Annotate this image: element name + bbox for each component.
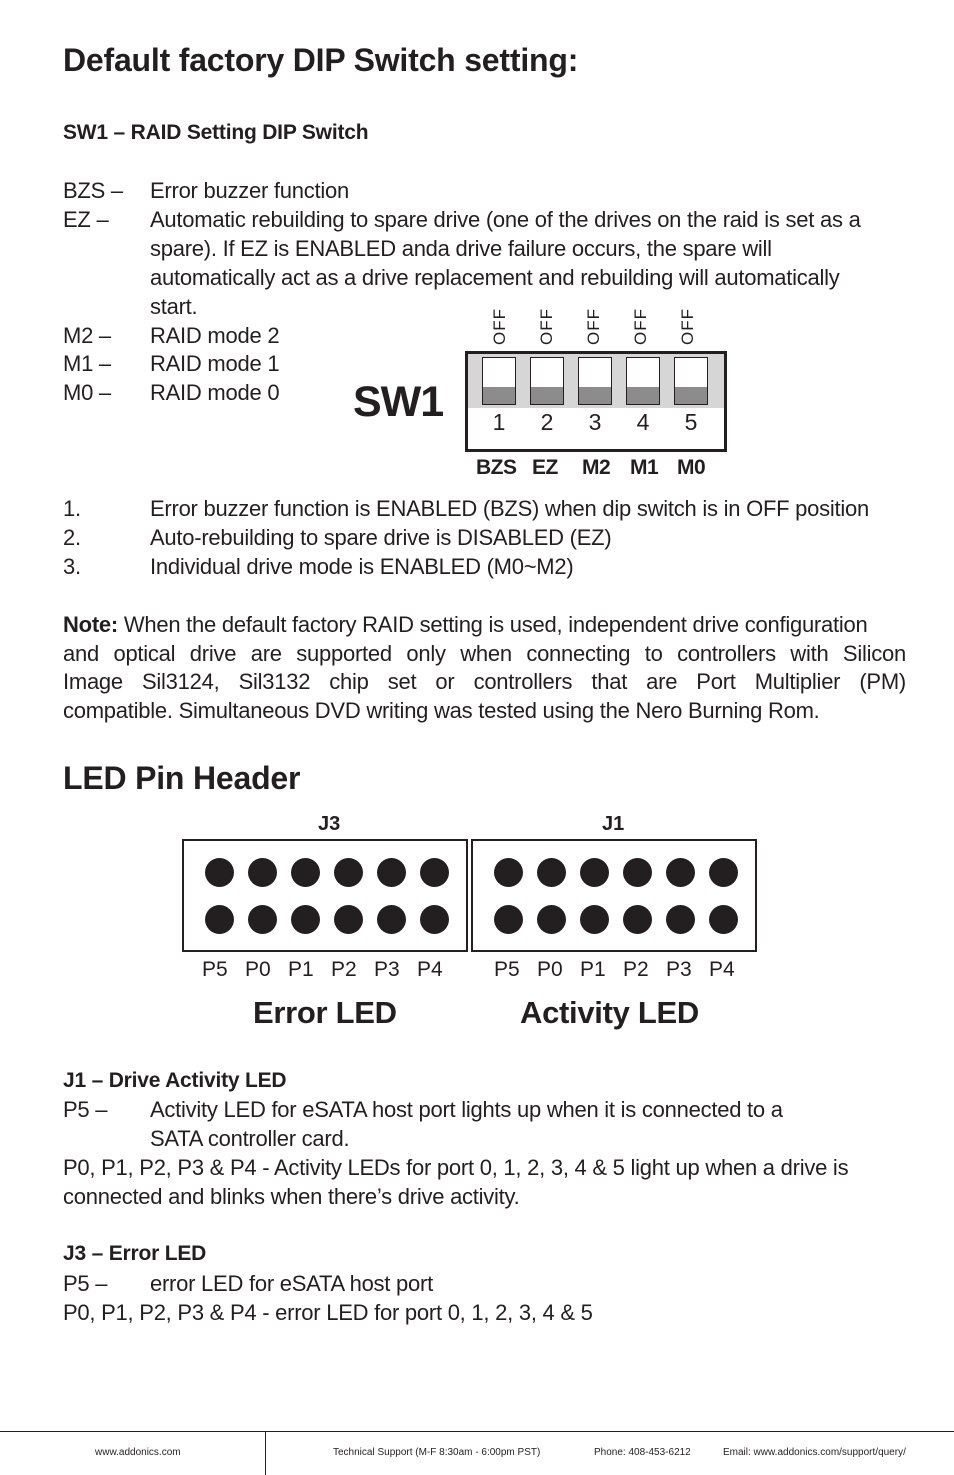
header-j1-title: J1 bbox=[602, 813, 625, 835]
pin bbox=[248, 858, 277, 887]
pin bbox=[623, 905, 652, 934]
footer-email[interactable]: Email: www.addonics.com/support/query/ bbox=[723, 1447, 906, 1458]
off-label: OFF bbox=[490, 308, 509, 345]
page-title: Default factory DIP Switch setting: bbox=[63, 42, 579, 78]
sw1-label: SW1 bbox=[353, 378, 444, 426]
j1-rest-line: P0, P1, P2, P3 & P4 - Activity LEDs for port 0, 1, 2, 3, 4 & 5 light up when a drive is bbox=[63, 1155, 849, 1180]
note-line-1 bbox=[63, 612, 906, 638]
dip-toggle-3 bbox=[578, 357, 612, 405]
pin bbox=[334, 905, 363, 934]
pin-label: P1 bbox=[288, 958, 314, 981]
pin-label: P0 bbox=[245, 958, 271, 981]
footer-phone: Phone: 408-453-6212 bbox=[594, 1447, 691, 1458]
def-key-m2: M2 – bbox=[63, 323, 111, 348]
def-text-ez-line: spare). If EZ is ENABLED anda drive failure occurs, the spare will bbox=[150, 236, 772, 261]
pin-label: P5 bbox=[494, 958, 520, 981]
footer-separator bbox=[265, 1432, 266, 1475]
def-text-ez-line: Automatic rebuilding to spare drive (one of the drives on the raid is set as a bbox=[150, 207, 861, 232]
dip-name: BZS bbox=[476, 456, 517, 479]
dip-name: EZ bbox=[532, 456, 558, 479]
header-j3-title: J3 bbox=[318, 813, 341, 835]
def-text-bzs: Error buzzer function bbox=[150, 178, 349, 203]
pin bbox=[205, 858, 234, 887]
dip-name: M2 bbox=[582, 456, 611, 479]
activity-led-caption: Activity LED bbox=[520, 995, 699, 1030]
pin bbox=[494, 905, 523, 934]
led-heading: LED Pin Header bbox=[63, 760, 301, 796]
pin-label: P4 bbox=[417, 958, 443, 981]
j3-rest-text: P0, P1, P2, P3 & P4 - error LED for port 0, 1, 2, 3, 4 & 5 bbox=[63, 1300, 593, 1325]
def-key-m0: M0 – bbox=[63, 380, 111, 405]
pin bbox=[377, 858, 406, 887]
dip-toggle-2 bbox=[530, 357, 564, 405]
dip-switch-body bbox=[465, 351, 727, 452]
j1-p5-key: P5 – bbox=[63, 1097, 108, 1122]
pin bbox=[666, 905, 695, 934]
pin bbox=[377, 905, 406, 934]
def-text-ez-line: automatically act as a drive replacement and rebuilding will automatically bbox=[150, 265, 840, 290]
pin bbox=[205, 905, 234, 934]
pin-label: P3 bbox=[666, 958, 692, 981]
note-label: Note: bbox=[63, 612, 118, 637]
pin bbox=[420, 858, 449, 887]
off-label: OFF bbox=[584, 308, 603, 345]
pin-label: P2 bbox=[623, 958, 649, 981]
dip-toggle-5 bbox=[674, 357, 708, 405]
dip-name: M1 bbox=[630, 456, 659, 479]
dip-toggle-4 bbox=[626, 357, 660, 405]
def-text-ez-line: start. bbox=[150, 294, 198, 319]
off-label: OFF bbox=[537, 308, 556, 345]
error-led-caption: Error LED bbox=[253, 995, 397, 1030]
dip-number: 5 bbox=[684, 409, 698, 435]
pin-label: P4 bbox=[709, 958, 735, 981]
pin bbox=[334, 858, 363, 887]
dip-toggle-1 bbox=[482, 357, 516, 405]
pin-label: P5 bbox=[202, 958, 228, 981]
dip-switch-slot bbox=[468, 354, 724, 408]
j1-p5-line: Activity LED for eSATA host port lights up when it is connected to a bbox=[150, 1097, 783, 1122]
pin bbox=[248, 905, 277, 934]
def-text-m1: RAID mode 1 bbox=[150, 351, 280, 376]
dip-name: M0 bbox=[677, 456, 706, 479]
def-key-bzs: BZS – bbox=[63, 178, 123, 203]
off-label: OFF bbox=[678, 308, 697, 345]
list-number: 1. bbox=[63, 496, 81, 521]
pin bbox=[580, 858, 609, 887]
list-item: Error buzzer function is ENABLED (BZS) when dip switch is in OFF position bbox=[150, 496, 870, 521]
list-item: Individual drive mode is ENABLED (M0~M2) bbox=[150, 554, 574, 579]
pin-label: P3 bbox=[374, 958, 400, 981]
j3-p5-text: error LED for eSATA host port bbox=[150, 1271, 433, 1296]
note-line: compatible. Simultaneous DVD writing was tested using the Nero Burning Rom. bbox=[63, 698, 820, 723]
pin bbox=[420, 905, 449, 934]
pin bbox=[291, 858, 320, 887]
dip-number: 4 bbox=[636, 409, 650, 435]
pin bbox=[494, 858, 523, 887]
pin-label: P1 bbox=[580, 958, 606, 981]
j1-p5-line: SATA controller card. bbox=[150, 1126, 350, 1151]
list-number: 3. bbox=[63, 554, 81, 579]
header-j3 bbox=[182, 839, 468, 952]
pin bbox=[291, 905, 320, 934]
pin-label: P0 bbox=[537, 958, 563, 981]
pin bbox=[666, 858, 695, 887]
pin bbox=[709, 858, 738, 887]
def-text-m2: RAID mode 2 bbox=[150, 323, 280, 348]
dip-number: 2 bbox=[540, 409, 554, 435]
list-item: Auto-rebuilding to spare drive is DISABLED (EZ) bbox=[150, 525, 612, 550]
j1-heading: J1 – Drive Activity LED bbox=[63, 1069, 287, 1092]
j1-rest-line: connected and blinks when there’s drive activity. bbox=[63, 1184, 520, 1209]
pin bbox=[537, 858, 566, 887]
dip-number: 3 bbox=[588, 409, 602, 435]
pin bbox=[580, 905, 609, 934]
pin bbox=[709, 905, 738, 934]
note-text: When the default factory RAID setting is used, independent drive configuration bbox=[123, 612, 868, 637]
note-line: Image Sil3124, Sil3132 chip set or controllers that are Port Multiplier (PM) bbox=[63, 669, 906, 694]
def-text-m0: RAID mode 0 bbox=[150, 380, 280, 405]
list-number: 2. bbox=[63, 525, 81, 550]
pin-label: P2 bbox=[331, 958, 357, 981]
j3-p5-key: P5 – bbox=[63, 1271, 108, 1296]
footer-support: Technical Support (M-F 8:30am - 6:00pm PST) bbox=[333, 1447, 541, 1458]
pin bbox=[623, 858, 652, 887]
dip-number: 1 bbox=[492, 409, 506, 435]
header-j1 bbox=[471, 839, 757, 952]
note-line: and optical drive are supported only when connecting to controllers with Silicon bbox=[63, 641, 906, 666]
j3-heading: J3 – Error LED bbox=[63, 1242, 207, 1265]
footer-divider bbox=[0, 1431, 954, 1432]
def-key-ez: EZ – bbox=[63, 207, 109, 232]
sw1-heading: SW1 – RAID Setting DIP Switch bbox=[63, 121, 369, 144]
pin bbox=[537, 905, 566, 934]
footer-website[interactable]: www.addonics.com bbox=[95, 1447, 181, 1458]
off-label: OFF bbox=[631, 308, 650, 345]
def-key-m1: M1 – bbox=[63, 351, 111, 376]
